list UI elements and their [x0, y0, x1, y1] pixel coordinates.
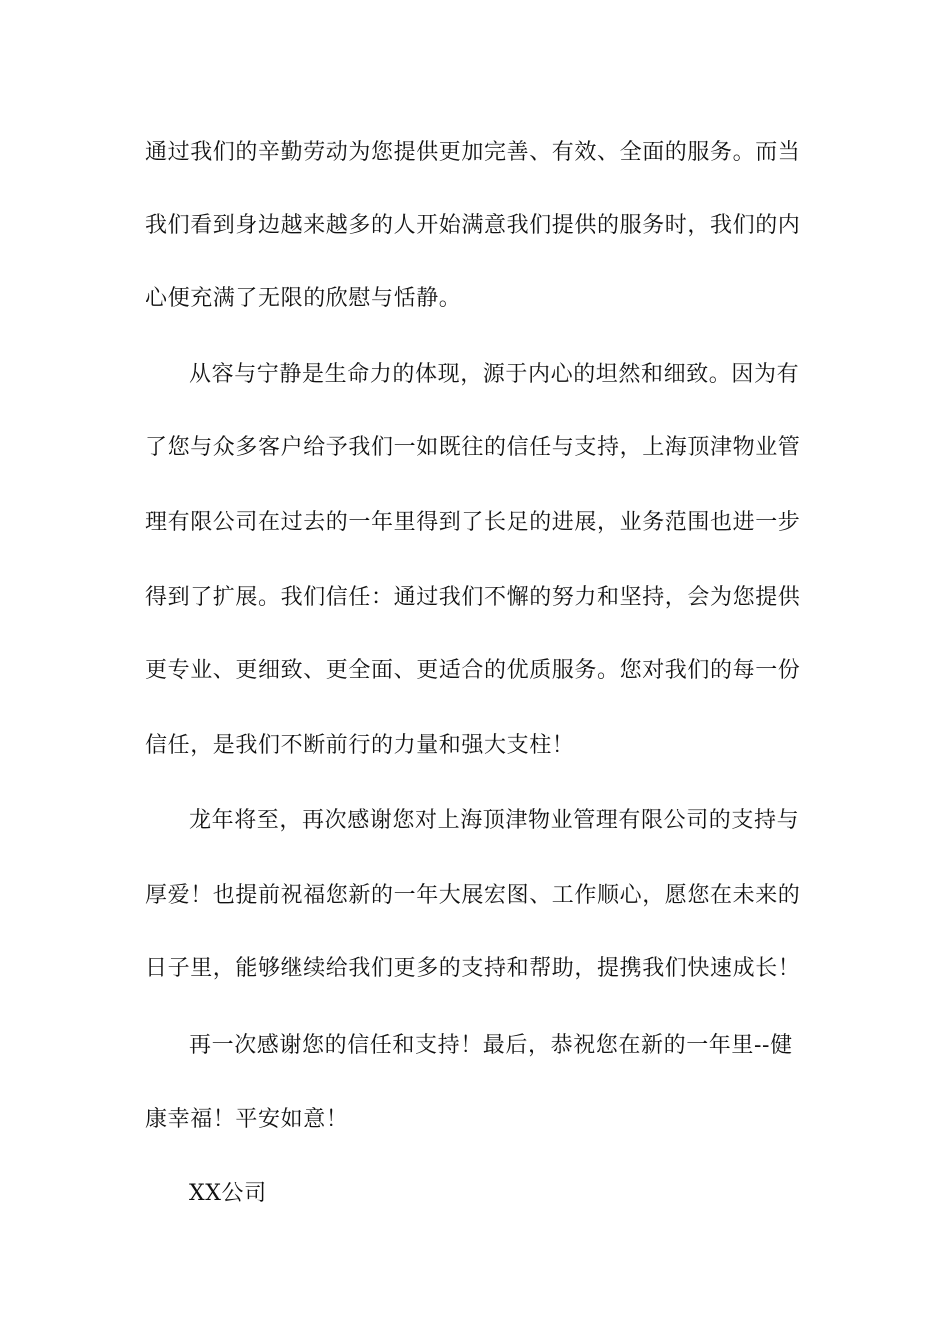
paragraph-2-line-6: 信任，是我们不断前行的力量和强大支柱！ [145, 733, 575, 758]
paragraph-2-line-4: 得到了扩展。我们信任：通过我们不懈的努力和坚持，会为您提供 [145, 585, 801, 610]
paragraph-4-line-1: 再一次感谢您的信任和支持！最后，恭祝您在新的一年里--健 [189, 1033, 793, 1058]
paragraph-2-line-1: 从容与宁静是生命力的体现，源于内心的坦然和细致。因为有 [189, 362, 800, 387]
paragraph-3-line-2: 厚爱！也提前祝福您新的一年大展宏图、工作顺心，愿您在未来的 [145, 883, 801, 908]
paragraph-3-line-3: 日子里，能够继续给我们更多的支持和帮助，提携我们快速成长！ [145, 956, 801, 981]
signature: XX公司 [189, 1181, 267, 1206]
paragraph-1-line-3: 心便充满了无限的欣慰与恬静。 [145, 286, 462, 311]
paragraph-2-line-3: 理有限公司在过去的一年里得到了长足的进展，业务范围也进一步 [145, 510, 801, 535]
paragraph-1-line-1: 通过我们的辛勤劳动为您提供更加完善、有效、全面的服务。而当 [145, 140, 801, 165]
paragraph-4-line-2: 康幸福！平安如意！ [145, 1107, 349, 1132]
paragraph-2-line-5: 更专业、更细致、更全面、更适合的优质服务。您对我们的每一份 [145, 658, 801, 683]
paragraph-3-line-1: 龙年将至，再次感谢您对上海顶津物业管理有限公司的支持与 [189, 808, 800, 833]
paragraph-1-line-2: 我们看到身边越来越多的人开始满意我们提供的服务时，我们的内 [145, 213, 801, 238]
paragraph-2-line-2: 了您与众多客户给予我们一如既往的信任与支持，上海顶津物业管 [145, 435, 801, 460]
